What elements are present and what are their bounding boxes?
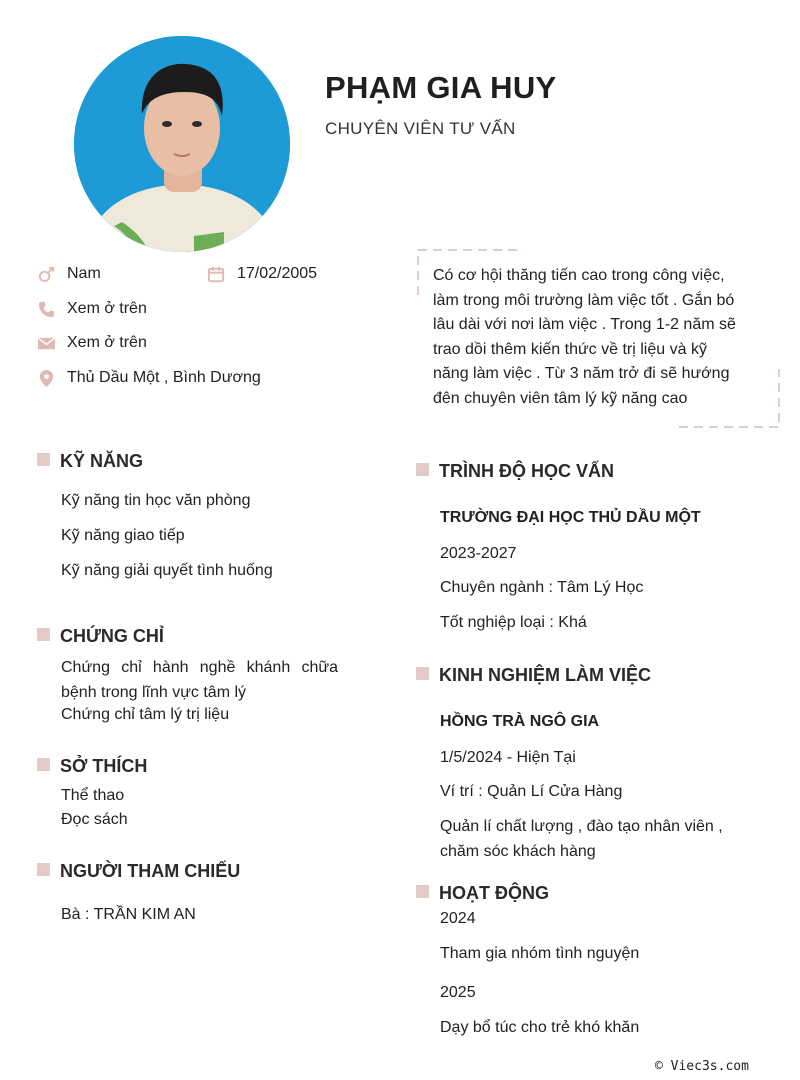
references-title: NGƯỜI THAM CHIẾU [60,861,241,881]
candidate-name: PHẠM GIA HUY [325,70,557,105]
education-grade: Tốt nghiệp loại : Khá [440,614,587,631]
section-marker [416,667,429,680]
education-period: 2023-2027 [440,545,517,562]
section-marker [416,885,429,898]
company-name: HỒNG TRÀ NGÔ GIA [440,713,600,730]
profile-photo [74,36,290,252]
section-marker [37,863,50,876]
activities-title: HOẠT ĐỘNG [439,883,549,903]
career-objective [417,249,780,428]
activities-heading [416,883,549,904]
gender-icon [36,264,56,284]
skills-heading [37,451,143,472]
address-value: Thủ Dầu Một , Bình Dương [67,369,261,386]
gender-value: Nam [67,265,101,282]
school-name: TRƯỜNG ĐẠI HỌC THỦ DẦU MỘT [440,509,701,526]
certificates-title: CHỨNG CHỈ [60,626,164,646]
objective-line: Có cơ hội thăng tiến cao trong công việc, [433,267,725,284]
birthday-value: 17/02/2005 [237,265,318,282]
portrait-image [74,36,290,252]
address-row [36,368,261,388]
phone-row [36,299,147,319]
experience-desc: Quản lí chất lượng , đào tạo nhân viên , [440,818,723,835]
objective-text [433,264,763,412]
section-marker [37,628,50,641]
email-value: Xem ở trên [67,334,147,351]
objective-line: năng làm việc . Từ 3 năm trở đi sẽ hướng [433,365,730,383]
hobbies-heading [37,756,147,777]
phone-value: Xem ở trên [67,300,147,317]
education-heading [416,461,614,482]
section-marker [37,453,50,466]
skills-title: KỸ NĂNG [60,451,144,471]
candidate-position: CHUYÊN VIÊN TƯ VẤN [325,119,516,138]
certificate-item: Chứng chỉ tâm lý trị liệu [61,706,230,723]
experience-heading [416,665,651,686]
activity-year: 2024 [440,910,476,927]
hobby-item: Đọc sách [61,811,128,828]
objective-line: trao dồi thêm kiến thức về trị liệu và kỹ [433,340,707,358]
gender-row [36,264,101,284]
hobby-item: Thể thao [61,787,125,804]
references-heading [37,861,240,882]
calendar-icon [206,264,226,284]
email-icon [36,333,56,353]
watermark: © Viec3s.com [655,1059,749,1074]
certificates-heading [37,626,164,647]
email-row [36,333,147,353]
location-icon [36,368,56,388]
certificate-item: Chứng chỉ hành nghề khánh chữa bệnh trong lĩnh vực tâm lý [61,659,338,701]
hobbies-title: SỞ THÍCH [60,756,148,776]
skill-item: Kỹ năng tin học văn phòng [61,492,251,509]
experience-role: Ví trí : Quản Lí Cửa Hàng [440,783,623,800]
education-title: TRÌNH ĐỘ HỌC VẤN [439,461,614,481]
experience-desc: chăm sóc khách hàng [440,843,596,860]
section-marker [37,758,50,771]
objective-line: đên chuyên viên tâm lý kỹ năng cao [433,389,688,407]
reference-person: Bà : TRẦN KIM AN [61,906,196,923]
education-major: Chuyên ngành : Tâm Lý Học [440,579,644,596]
activity-desc: Tham gia nhóm tình nguyện [440,945,640,962]
section-marker [416,463,429,476]
skill-item: Kỹ năng giải quyết tình huống [61,562,273,579]
birthday-row [206,264,317,284]
activity-year: 2025 [440,984,476,1001]
objective-line: làm trong môi trường làm việc tốt . Gắn bó [433,291,735,309]
activity-desc: Dạy bổ túc cho trẻ khó khăn [440,1019,640,1036]
skill-item: Kỹ năng giao tiếp [61,527,185,544]
experience-title: KINH NGHIỆM LÀM VIỆC [439,665,652,685]
phone-icon [36,299,56,319]
objective-line: lâu dài với nơi làm việc . Trong 1-2 năm sẽ [433,316,736,334]
experience-period: 1/5/2024 - Hiện Tại [440,749,576,766]
